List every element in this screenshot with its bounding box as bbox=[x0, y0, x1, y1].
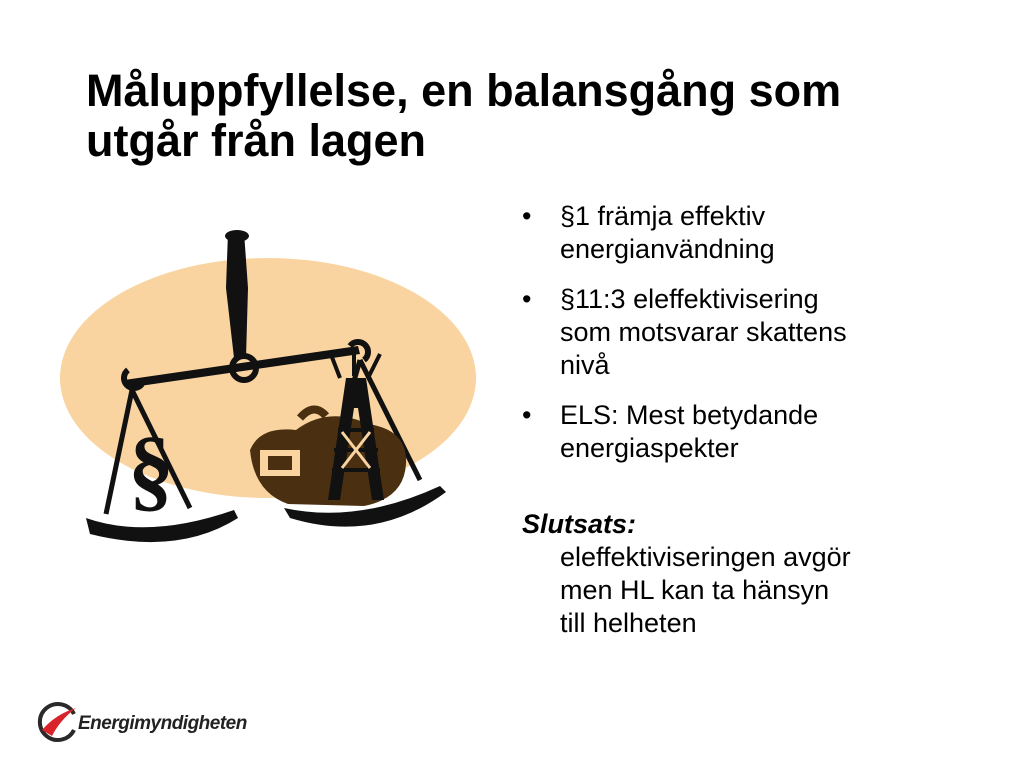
bullet-item bbox=[522, 283, 992, 382]
bullet-line: ELS: Mest betydande bbox=[560, 400, 819, 430]
conclusion-label: Slutsats: bbox=[522, 509, 637, 539]
slide-title-line: utgår från lagen bbox=[86, 115, 427, 166]
bullet-marker: • bbox=[522, 284, 532, 314]
bullet-line: energiaspekter bbox=[560, 433, 739, 463]
bullet-line: som motsvarar skattens bbox=[560, 317, 847, 347]
bullet-line: §1 främja effektiv bbox=[560, 201, 766, 231]
bullet-item bbox=[522, 200, 992, 266]
bullet-line: energianvändning bbox=[560, 234, 775, 264]
bullet-marker: • bbox=[522, 400, 532, 430]
conclusion-line: till helheten bbox=[560, 608, 697, 638]
logo-text: Energimyndigheten bbox=[78, 713, 247, 734]
conclusion-line: men HL kan ta hänsyn bbox=[560, 575, 830, 605]
conclusion-block bbox=[522, 508, 962, 640]
slide-title-line: Måluppfyllelse, en balansgång som bbox=[86, 65, 842, 116]
bullet-line: nivå bbox=[560, 350, 610, 380]
bullet-line: §11:3 eleffektivisering bbox=[560, 284, 819, 314]
energimyndigheten-logo bbox=[34, 700, 254, 744]
paragraph-symbol: § bbox=[128, 418, 174, 520]
bullet-marker: • bbox=[522, 201, 532, 231]
logo-swoosh-icon bbox=[34, 700, 78, 744]
bullet-item bbox=[522, 399, 992, 465]
conclusion-line: eleffektiviseringen avgör bbox=[560, 542, 851, 572]
balance-scale-illustration bbox=[28, 218, 488, 563]
bullet-list bbox=[522, 200, 992, 482]
slide-title bbox=[86, 66, 986, 166]
conclusion-body bbox=[522, 541, 962, 640]
